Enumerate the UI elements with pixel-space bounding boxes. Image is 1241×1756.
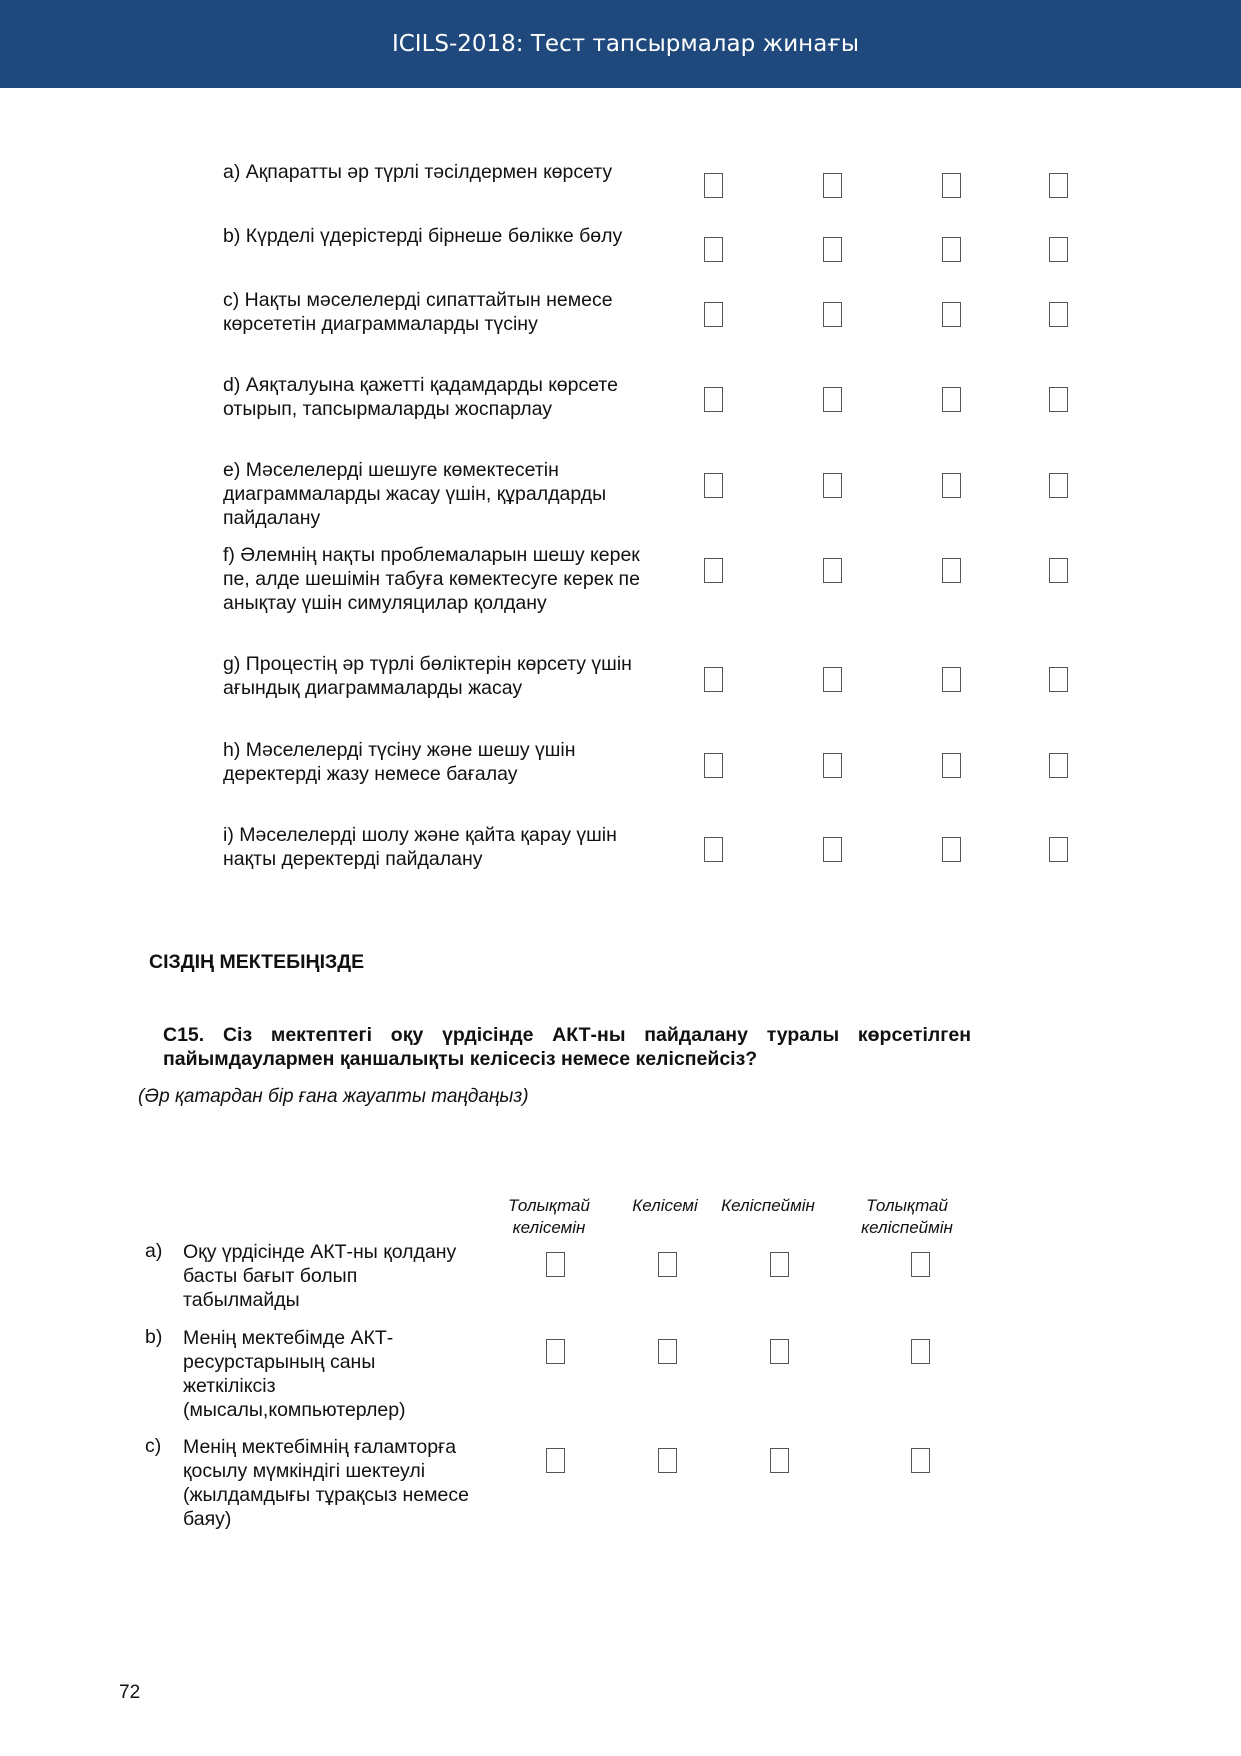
checkbox-c15-a-3[interactable]	[770, 1252, 789, 1277]
column-header-line: келісемін	[512, 1218, 586, 1237]
c15-item-b-letter: b)	[145, 1326, 163, 1348]
item-f-label: f) Әлемнің нақты проблемаларын шешу керек пе, алде шешімін табуға көмектесуге керек пе анықтау үшін симуляцилар қолдану	[223, 544, 640, 614]
checkbox-c15-c-2[interactable]	[658, 1448, 677, 1473]
item-e-label: e) Мәселелерді шешуге көмектесетін диаграммаларды жасау үшін, құралдарды пайдалану	[223, 459, 607, 529]
checkbox-d-3[interactable]	[942, 387, 961, 412]
checkbox-a-2[interactable]	[823, 173, 842, 198]
checkbox-g-2[interactable]	[823, 667, 842, 692]
checkbox-i-1[interactable]	[704, 837, 723, 862]
checkbox-c15-c-1[interactable]	[546, 1448, 565, 1473]
item-c-label: c) Нақты мәселелерді сипаттайтын немесе көрсететін диаграммаларды түсіну	[223, 289, 613, 335]
checkbox-c15-b-1[interactable]	[546, 1339, 565, 1364]
checkbox-f-1[interactable]	[704, 558, 723, 583]
checkbox-g-4[interactable]	[1049, 667, 1068, 692]
column-header-line: Толықтай	[866, 1196, 948, 1215]
column-header-line: келіспеймін	[861, 1218, 953, 1237]
checkbox-c15-b-2[interactable]	[658, 1339, 677, 1364]
checkbox-f-3[interactable]	[942, 558, 961, 583]
section-title: СІЗДІҢ МЕКТЕБІҢІЗДЕ	[149, 951, 365, 973]
item-d-label: d) Аяқталуына қажетті қадамдарды көрсете отырып, тапсырмаларды жоспарлау	[223, 374, 618, 420]
column-header-line: Келісемі	[632, 1196, 698, 1215]
column-header-strongly-agree	[500, 1195, 598, 1239]
checkbox-c15-a-2[interactable]	[658, 1252, 677, 1277]
c15-item-a-letter: a)	[145, 1240, 163, 1262]
question-instruction: (Әр қатардан бір ғана жауапты таңдаңыз)	[138, 1086, 529, 1107]
checkbox-e-4[interactable]	[1049, 473, 1068, 498]
item-h-label: h) Мәселелерді түсіну және шешу үшін деректерді жазу немесе бағалау	[223, 739, 576, 785]
checkbox-f-2[interactable]	[823, 558, 842, 583]
checkbox-e-2[interactable]	[823, 473, 842, 498]
checkbox-c15-b-3[interactable]	[770, 1339, 789, 1364]
checkbox-e-3[interactable]	[942, 473, 961, 498]
checkbox-d-4[interactable]	[1049, 387, 1068, 412]
column-header-agree	[627, 1195, 703, 1217]
c15-item-a-text: Оқу үрдісінде АКТ-ны қолдану басты бағыт болып табылмайды	[183, 1241, 457, 1311]
checkbox-d-2[interactable]	[823, 387, 842, 412]
checkbox-e-1[interactable]	[704, 473, 723, 498]
checkbox-g-3[interactable]	[942, 667, 961, 692]
checkbox-c15-c-3[interactable]	[770, 1448, 789, 1473]
checkbox-a-4[interactable]	[1049, 173, 1068, 198]
item-g-label: g) Процестің әр түрлі бөліктерін көрсету үшін ағындық диаграммаларды жасау	[223, 653, 632, 699]
checkbox-h-1[interactable]	[704, 753, 723, 778]
checkbox-h-2[interactable]	[823, 753, 842, 778]
checkbox-c15-c-4[interactable]	[911, 1448, 930, 1473]
column-header-disagree	[716, 1195, 820, 1217]
c15-item-c-letter: c)	[145, 1435, 162, 1457]
column-header-line: Келіспеймін	[721, 1196, 815, 1215]
checkbox-b-4[interactable]	[1049, 237, 1068, 262]
header-title: ICILS-2018: Тест тапсырмалар жинағы	[391, 31, 860, 57]
checkbox-h-4[interactable]	[1049, 753, 1068, 778]
item-i-label: i) Мәселелерді шолу және қайта қарау үшін нақты деректерді пайдалану	[223, 824, 617, 870]
checkbox-f-4[interactable]	[1049, 558, 1068, 583]
checkbox-a-3[interactable]	[942, 173, 961, 198]
checkbox-c-1[interactable]	[704, 302, 723, 327]
c15-item-c-text: Менің мектебімнің ғаламторға қосылу мүмкіндігі шектеулі (жылдамдығы тұрақсыз немесе баяу)	[183, 1436, 469, 1530]
checkbox-c15-a-1[interactable]	[546, 1252, 565, 1277]
checkbox-g-1[interactable]	[704, 667, 723, 692]
checkbox-c-2[interactable]	[823, 302, 842, 327]
checkbox-i-3[interactable]	[942, 837, 961, 862]
checkbox-c15-b-4[interactable]	[911, 1339, 930, 1364]
checkbox-a-1[interactable]	[704, 173, 723, 198]
checkbox-c-3[interactable]	[942, 302, 961, 327]
c15-item-b-text: Менің мектебімде АКТ-ресурстарының саны жеткіліксіз (мысалы,компьютерлер)	[183, 1327, 406, 1421]
checkbox-d-1[interactable]	[704, 387, 723, 412]
checkbox-i-4[interactable]	[1049, 837, 1068, 862]
page-header	[0, 0, 1241, 88]
checkbox-b-2[interactable]	[823, 237, 842, 262]
page-number: 72	[119, 1682, 141, 1703]
checkbox-b-1[interactable]	[704, 237, 723, 262]
checkbox-b-3[interactable]	[942, 237, 961, 262]
checkbox-c15-a-4[interactable]	[911, 1252, 930, 1277]
question-c15: C15. Сіз мектептегі оқу үрдісінде АКТ-ны пайдалану туралы көрсетілген пайымдаулармен қаншалықты келісесіз немесе келіспейсіз?	[163, 1024, 971, 1070]
item-a-label: a) Ақпаратты әр түрлі тәсілдермен көрсету	[223, 161, 613, 183]
checkbox-c-4[interactable]	[1049, 302, 1068, 327]
item-b-label: b) Күрделі үдерістерді бірнеше бөлікке бөлу	[223, 225, 623, 247]
column-header-strongly-disagree	[851, 1195, 963, 1239]
checkbox-i-2[interactable]	[823, 837, 842, 862]
column-header-line: Толықтай	[508, 1196, 590, 1215]
checkbox-h-3[interactable]	[942, 753, 961, 778]
